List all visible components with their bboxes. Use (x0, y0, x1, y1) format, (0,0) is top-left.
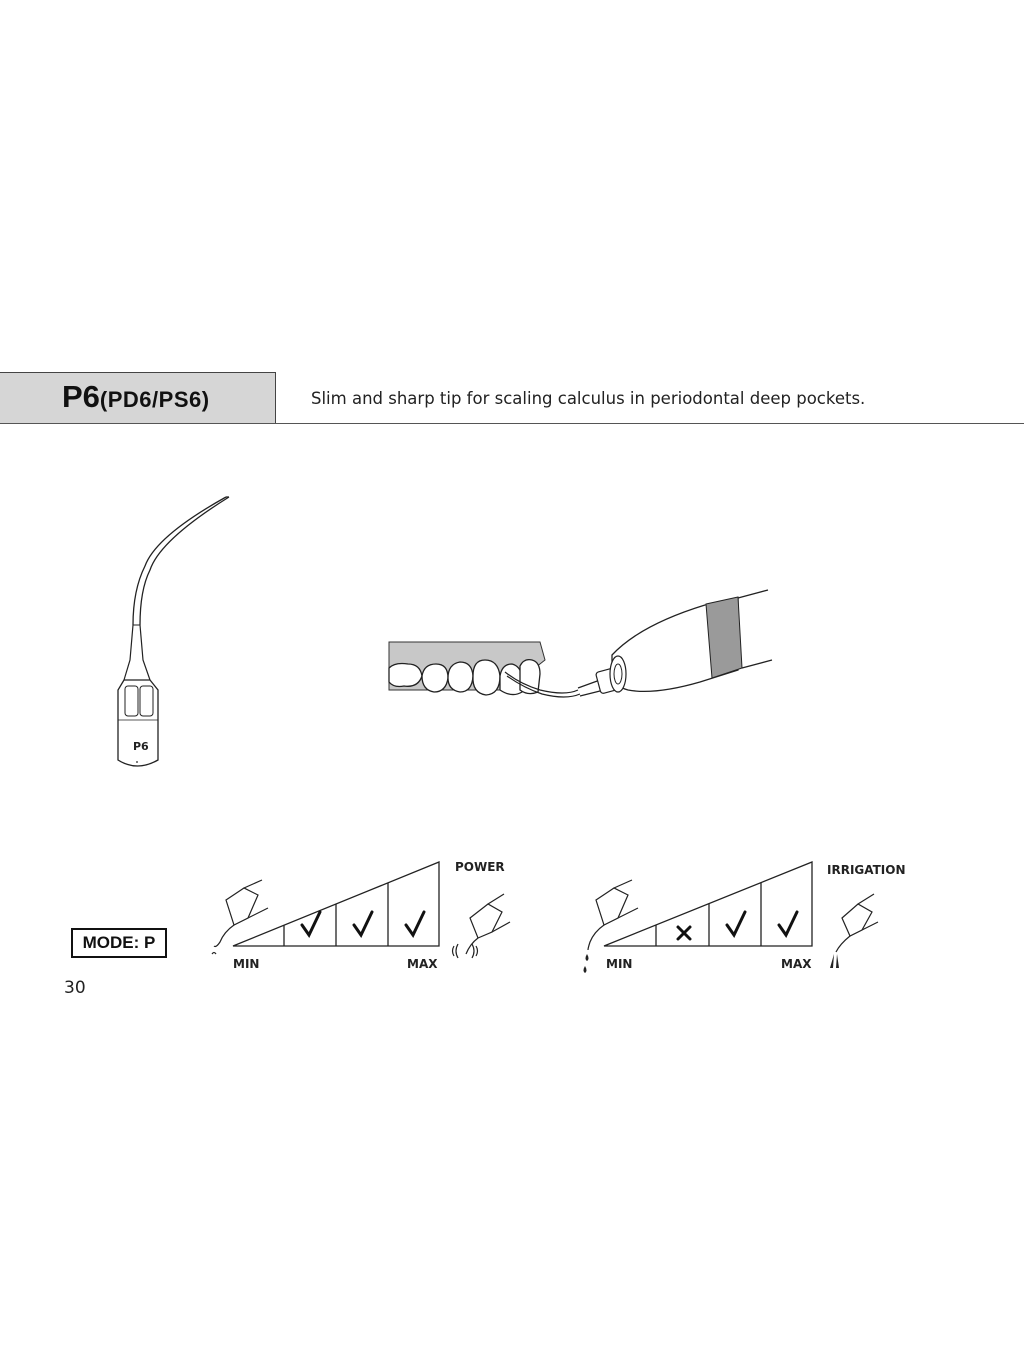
model-title (62, 381, 210, 412)
check-icon (302, 912, 320, 935)
irrigation-max-label: MAX (781, 957, 812, 971)
power-max-label: MAX (407, 957, 438, 971)
check-icon (354, 912, 372, 935)
power-scale (200, 855, 520, 975)
model-name: P6 (62, 379, 100, 414)
tip-label: P6 (133, 740, 149, 753)
cross-icon (678, 927, 690, 939)
low-irrigation-handpiece-icon (588, 880, 638, 950)
irrigation-min-label: MIN (606, 957, 633, 971)
header-divider (0, 423, 1024, 424)
check-icon (727, 912, 745, 935)
power-level-checks (302, 912, 424, 935)
water-stream-icon (830, 954, 839, 968)
irrigation-scale-title: IRRIGATION (827, 863, 906, 877)
header-bar (0, 372, 1024, 424)
scaling-scene-illustration (380, 585, 780, 715)
page-number: 30 (64, 978, 86, 998)
high-power-handpiece-icon (453, 894, 511, 958)
mode-indicator: MODE: P (71, 928, 167, 958)
water-drop-icon (584, 954, 589, 973)
irrigation-scale (570, 855, 920, 980)
irrigation-level-marks (678, 912, 797, 939)
power-min-label: MIN (233, 957, 260, 971)
tip-description: Slim and sharp tip for scaling calculus in periodontal deep pockets. (311, 389, 866, 408)
check-icon (779, 912, 797, 935)
model-title-box (0, 372, 276, 424)
check-icon (406, 912, 424, 935)
model-alternates: (PD6/PS6) (99, 387, 210, 412)
scaler-tip-illustration (100, 490, 250, 780)
power-scale-title: POWER (455, 860, 505, 874)
high-irrigation-handpiece-icon (836, 894, 878, 952)
